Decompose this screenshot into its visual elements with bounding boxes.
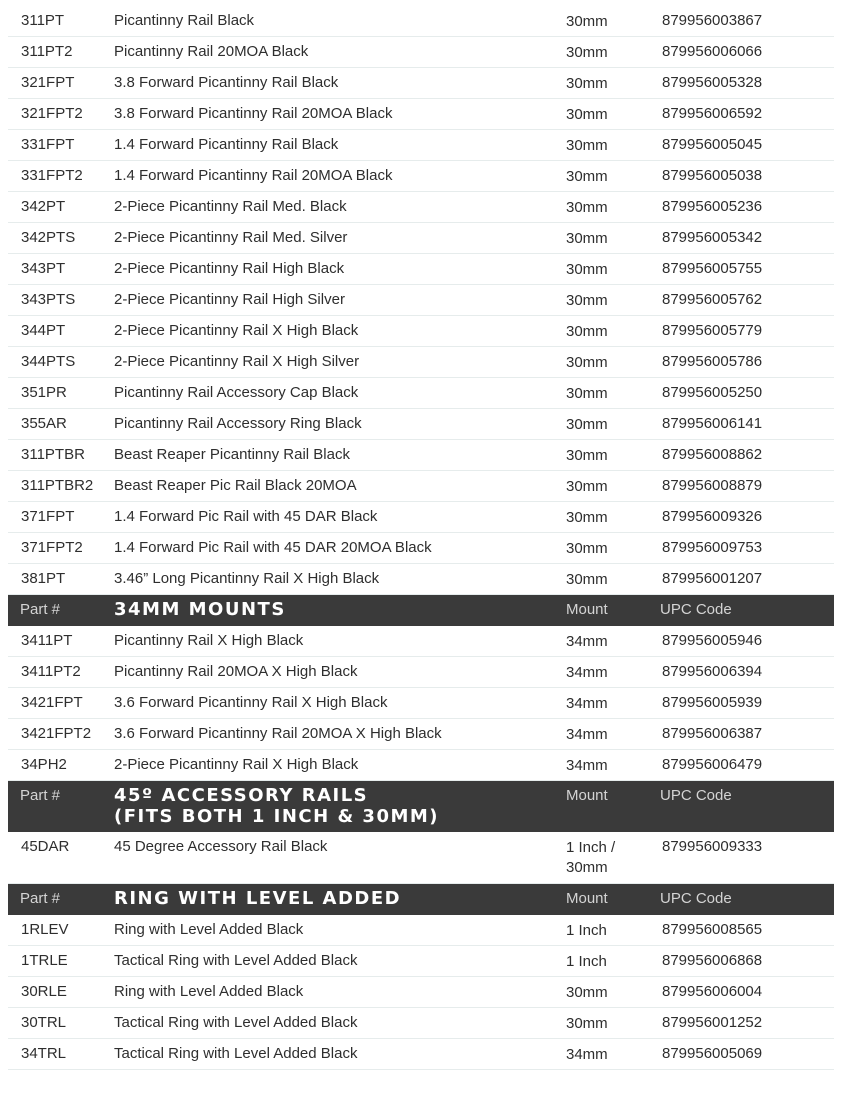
part-number: 30TRL	[21, 1014, 67, 1031]
mount-size: 30mm	[566, 44, 608, 61]
header-mount-label: Mount	[566, 787, 608, 804]
table-row	[8, 130, 834, 161]
table-row	[8, 719, 834, 750]
upc-code: 879956005038	[662, 167, 763, 184]
part-description: 1.4 Forward Pic Rail with 45 DAR 20MOA Black	[114, 539, 432, 556]
section-header	[8, 884, 834, 915]
table-row	[8, 347, 834, 378]
upc-code: 879956009753	[662, 539, 763, 556]
upc-code: 879956005236	[662, 198, 763, 215]
part-description: Picantinny Rail Accessory Cap Black	[114, 384, 359, 401]
part-number: 311PTBR2	[21, 477, 94, 494]
table-row	[8, 254, 834, 285]
upc-code: 879956006066	[662, 43, 763, 60]
mount-size	[566, 838, 615, 878]
upc-code: 879956006479	[662, 756, 763, 773]
mount-size: 30mm	[566, 571, 608, 588]
part-description: 3.6 Forward Picantinny Rail 20MOA X High Black	[114, 725, 442, 742]
mount-size: 34mm	[566, 1046, 608, 1063]
table-row	[8, 99, 834, 130]
mount-size: 30mm	[566, 199, 608, 216]
mount-size: 30mm	[566, 168, 608, 185]
mount-size: 30mm	[566, 984, 608, 1001]
mount-size: 1 Inch	[566, 953, 607, 970]
section-title-line: 34MM MOUNTS	[114, 599, 286, 620]
upc-code: 879956005762	[662, 291, 763, 308]
mount-size: 30mm	[566, 323, 608, 340]
header-mount-label: Mount	[566, 890, 608, 907]
table-row	[8, 688, 834, 719]
part-number: 355AR	[21, 415, 67, 432]
part-number: 311PT2	[21, 43, 73, 60]
upc-code: 879956003867	[662, 12, 763, 29]
part-description: Picantinny Rail X High Black	[114, 632, 304, 649]
part-description: 2-Piece Picantinny Rail X High Black	[114, 756, 359, 773]
table-row	[8, 915, 834, 946]
mount-size: 34mm	[566, 664, 608, 681]
part-description: Tactical Ring with Level Added Black	[114, 1045, 358, 1062]
mount-size: 34mm	[566, 695, 608, 712]
mount-size: 34mm	[566, 726, 608, 743]
mount-size: 30mm	[566, 354, 608, 371]
part-description: Ring with Level Added Black	[114, 983, 304, 1000]
part-description: Picantinny Rail Black	[114, 12, 255, 29]
header-mount-label: Mount	[566, 601, 608, 618]
table-row	[8, 192, 834, 223]
section-title-line: RING WITH LEVEL ADDED	[114, 888, 402, 909]
part-number: 331FPT	[21, 136, 75, 153]
upc-code: 879956005779	[662, 322, 763, 339]
section-header	[8, 781, 834, 832]
part-number: 321FPT2	[21, 105, 83, 122]
table-row	[8, 977, 834, 1008]
part-description: 2-Piece Picantinny Rail X High Silver	[114, 353, 360, 370]
header-part-label: Part #	[20, 787, 61, 804]
mount-size: 30mm	[566, 292, 608, 309]
upc-code: 879956008879	[662, 477, 763, 494]
part-description: 3.8 Forward Picantinny Rail Black	[114, 74, 339, 91]
header-upc-label: UPC Code	[660, 787, 732, 804]
part-description: 1.4 Forward Picantinny Rail 20MOA Black	[114, 167, 393, 184]
mount-size: 30mm	[566, 416, 608, 433]
mount-size: 30mm	[566, 137, 608, 154]
header-upc-label: UPC Code	[660, 601, 732, 618]
part-description: 2-Piece Picantinny Rail Med. Silver	[114, 229, 348, 246]
upc-code: 879956009326	[662, 508, 763, 525]
upc-code: 879956005342	[662, 229, 763, 246]
part-description: Picantinny Rail Accessory Ring Black	[114, 415, 362, 432]
part-number: 3421FPT2	[21, 725, 92, 742]
part-description: Picantinny Rail 20MOA X High Black	[114, 663, 358, 680]
upc-code: 879956005328	[662, 74, 763, 91]
mount-size: 30mm	[566, 230, 608, 247]
part-number: 34PH2	[21, 756, 67, 773]
upc-code: 879956009333	[662, 838, 763, 855]
table-row	[8, 378, 834, 409]
table-row	[8, 1039, 834, 1070]
section-header	[8, 595, 834, 626]
table-row	[8, 37, 834, 68]
mount-size-line: 1 Inch /	[566, 839, 616, 856]
part-number: 342PTS	[21, 229, 76, 246]
table-row	[8, 564, 834, 595]
table-row	[8, 533, 834, 564]
part-number: 3421FPT	[21, 694, 83, 711]
part-number: 343PTS	[21, 291, 76, 308]
upc-code: 879956001207	[662, 570, 763, 587]
table-row	[8, 1008, 834, 1039]
table-row	[8, 750, 834, 781]
part-description: 3.8 Forward Picantinny Rail 20MOA Black	[114, 105, 393, 122]
part-number: 344PT	[21, 322, 66, 339]
table-row	[8, 471, 834, 502]
table-row	[8, 440, 834, 471]
mount-size: 30mm	[566, 540, 608, 557]
upc-code: 879956005755	[662, 260, 763, 277]
section-title	[114, 599, 286, 620]
mount-size: 34mm	[566, 633, 608, 650]
upc-code: 879956005250	[662, 384, 763, 401]
section-title-line: 45º ACCESSORY RAILS	[114, 785, 369, 806]
part-description: 2-Piece Picantinny Rail Med. Black	[114, 198, 347, 215]
part-number: 321FPT	[21, 74, 75, 91]
part-number: 3411PT2	[21, 663, 81, 680]
part-description: Beast Reaper Picantinny Rail Black	[114, 446, 350, 463]
part-number: 371FPT	[21, 508, 75, 525]
upc-code: 879956008862	[662, 446, 763, 463]
part-number: 1TRLE	[21, 952, 68, 969]
mount-size: 30mm	[566, 261, 608, 278]
part-number: 371FPT2	[21, 539, 83, 556]
part-number: 343PT	[21, 260, 66, 277]
section-title-line: (FITS BOTH 1 INCH & 30MM)	[114, 806, 440, 827]
part-description: 2-Piece Picantinny Rail High Silver	[114, 291, 345, 308]
part-description: 3.6 Forward Picantinny Rail X High Black	[114, 694, 388, 711]
table-row	[8, 409, 834, 440]
upc-code: 879956005939	[662, 694, 763, 711]
part-number: 3411PT	[21, 632, 73, 649]
part-number: 34TRL	[21, 1045, 67, 1062]
upc-code: 879956005946	[662, 632, 763, 649]
part-description: Ring with Level Added Black	[114, 921, 304, 938]
part-description: 2-Piece Picantinny Rail X High Black	[114, 322, 359, 339]
part-number: 381PT	[21, 570, 66, 587]
part-description: Tactical Ring with Level Added Black	[114, 952, 358, 969]
part-number: 351PR	[21, 384, 67, 401]
part-number: 344PTS	[21, 353, 76, 370]
upc-code: 879956006387	[662, 725, 763, 742]
upc-code: 879956001252	[662, 1014, 763, 1031]
mount-size: 1 Inch	[566, 922, 607, 939]
table-row	[8, 502, 834, 533]
upc-code: 879956006868	[662, 952, 763, 969]
upc-code: 879956006592	[662, 105, 763, 122]
upc-code: 879956008565	[662, 921, 763, 938]
table-row	[8, 6, 834, 37]
part-description: 1.4 Forward Pic Rail with 45 DAR Black	[114, 508, 378, 525]
mount-size: 30mm	[566, 385, 608, 402]
part-number: 30RLE	[21, 983, 67, 1000]
part-number: 311PTBR	[21, 446, 85, 463]
table-row	[8, 946, 834, 977]
part-description: Beast Reaper Pic Rail Black 20MOA	[114, 477, 357, 494]
mount-size: 30mm	[566, 75, 608, 92]
upc-code: 879956005069	[662, 1045, 763, 1062]
upc-code: 879956006004	[662, 983, 763, 1000]
part-number: 45DAR	[21, 838, 70, 855]
header-part-label: Part #	[20, 601, 61, 618]
upc-code: 879956006394	[662, 663, 763, 680]
table-row	[8, 626, 834, 657]
header-upc-label: UPC Code	[660, 890, 732, 907]
mount-size: 30mm	[566, 1015, 608, 1032]
table-row	[8, 223, 834, 254]
mount-size: 30mm	[566, 447, 608, 464]
upc-code: 879956006141	[662, 415, 763, 432]
mount-size: 34mm	[566, 757, 608, 774]
mount-size: 30mm	[566, 509, 608, 526]
table-row	[8, 161, 834, 192]
mount-size-line: 30mm	[566, 859, 608, 876]
header-part-label: Part #	[20, 890, 61, 907]
part-number: 1RLEV	[21, 921, 69, 938]
section-title	[114, 785, 439, 827]
table-row	[8, 285, 834, 316]
part-description: 2-Piece Picantinny Rail High Black	[114, 260, 345, 277]
part-description: Picantinny Rail 20MOA Black	[114, 43, 309, 60]
section-title	[114, 888, 401, 909]
part-description: 3.46” Long Picantinny Rail X High Black	[114, 570, 380, 587]
table-row	[8, 316, 834, 347]
upc-code: 879956005045	[662, 136, 763, 153]
table-row	[8, 832, 834, 884]
table-row	[8, 68, 834, 99]
part-description: Tactical Ring with Level Added Black	[114, 1014, 358, 1031]
part-number: 311PT	[21, 12, 65, 29]
part-description: 45 Degree Accessory Rail Black	[114, 838, 328, 855]
upc-code: 879956005786	[662, 353, 763, 370]
mount-size: 30mm	[566, 13, 608, 30]
part-number: 331FPT2	[21, 167, 83, 184]
mount-size: 30mm	[566, 106, 608, 123]
table-row	[8, 657, 834, 688]
part-description: 1.4 Forward Picantinny Rail Black	[114, 136, 339, 153]
part-number: 342PT	[21, 198, 66, 215]
mount-size: 30mm	[566, 478, 608, 495]
